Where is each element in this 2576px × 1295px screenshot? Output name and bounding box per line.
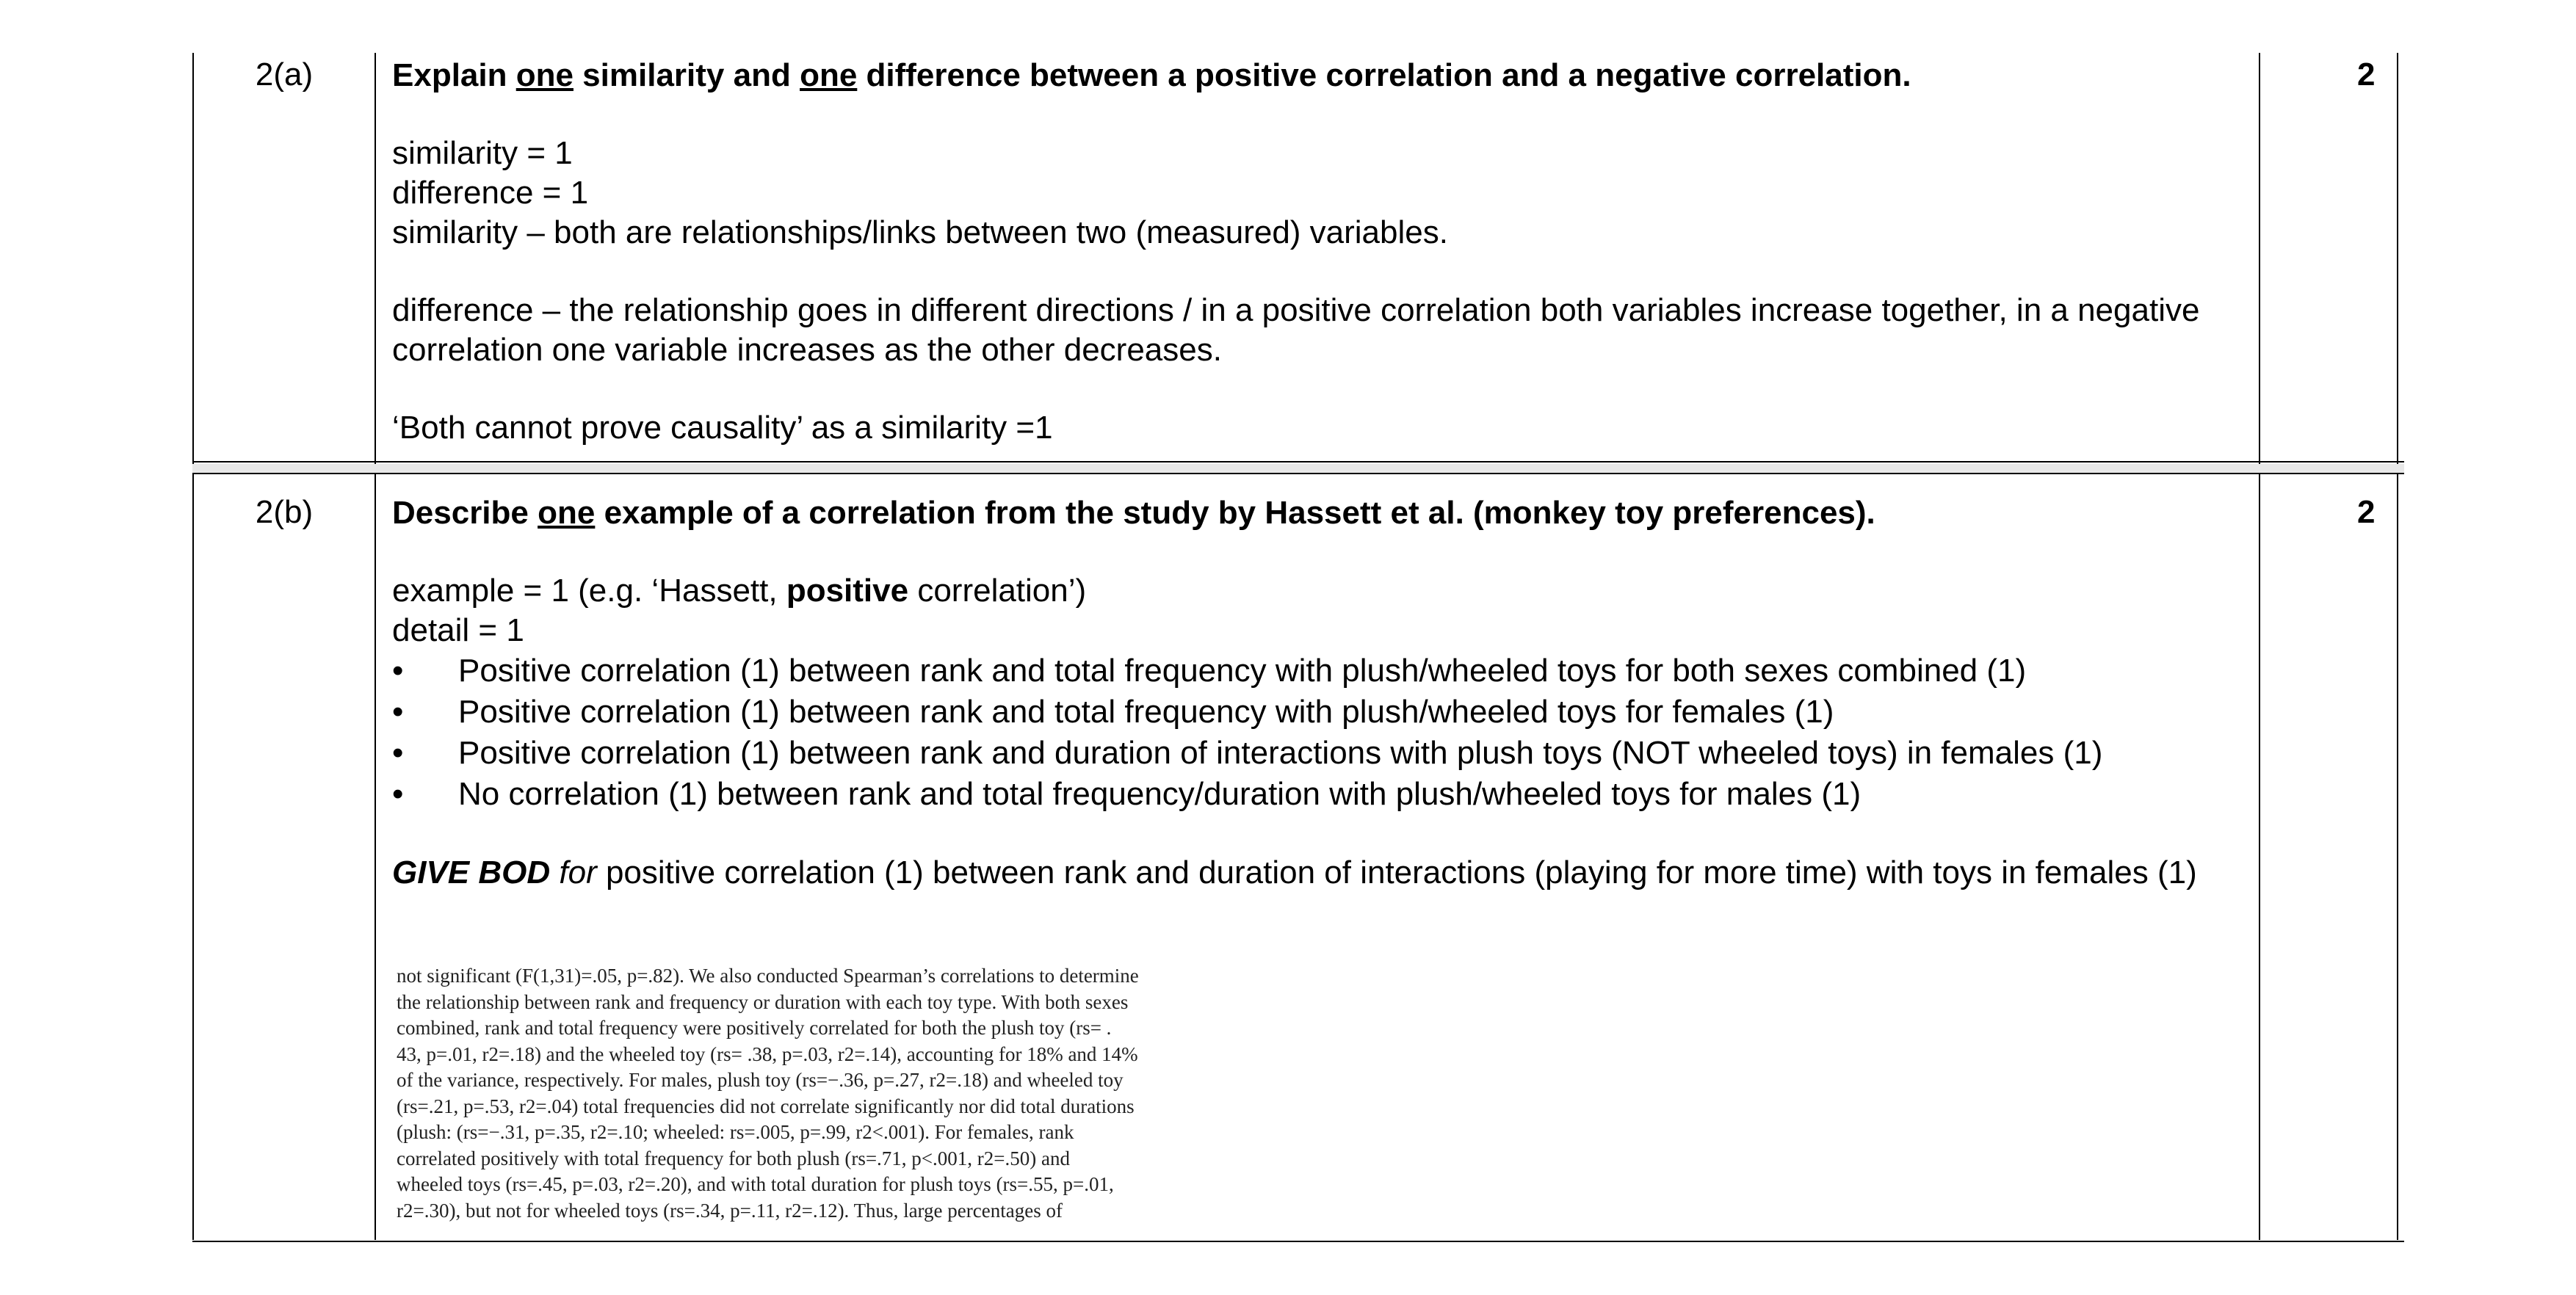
list-item bbox=[392, 650, 2250, 692]
causality-note: ‘Both cannot prove causality’ as a similarity =1 bbox=[392, 410, 1053, 446]
list-item bbox=[392, 774, 2250, 815]
example-bold-word: positive bbox=[786, 573, 909, 609]
correlation-bullet-list bbox=[392, 650, 2250, 815]
question-number-2b: 2(b) bbox=[255, 494, 314, 530]
question-text-part: similarity and bbox=[573, 57, 800, 93]
example-text: correlation’) bbox=[908, 573, 1087, 609]
bod-label: GIVE BOD bbox=[392, 855, 551, 890]
bullet-text: Positive correlation (1) between rank and total frequency with plush/wheeled toys for both sexes combined (1) bbox=[458, 653, 2027, 689]
table-border-bottom bbox=[192, 1241, 2404, 1242]
bullet-icon: • bbox=[392, 735, 404, 771]
list-item bbox=[392, 692, 2250, 733]
underlined-word: one bbox=[800, 57, 858, 93]
answer-cell-2a bbox=[392, 56, 2250, 448]
detail-line: detail = 1 bbox=[392, 612, 524, 648]
underlined-word: one bbox=[515, 57, 574, 93]
excerpt-line: 43, p=.01, r2=.18) and the wheeled toy (rs= .38, p=.03, r2=.14), accounting for 18% and 14% bbox=[397, 1042, 1138, 1065]
marking-line-difference: difference = 1 bbox=[392, 175, 589, 211]
question-text-2b bbox=[392, 493, 2250, 533]
bullet-text: Positive correlation (1) between rank and duration of interactions with plush toys (NOT wheeled toys) in females (1) bbox=[458, 735, 2103, 771]
question-text-part: Describe bbox=[392, 495, 538, 531]
study-excerpt bbox=[397, 963, 1226, 1224]
mark-scheme-page: 2(a) 2 Explain one similarity and one difference between a positive correlation and a negative correlation. similarity = 1 difference = 1 similarity – both are relationships/links between two (measured) variables. difference – the relationship goes in different directions / in a positive correlation both variables increase together, in a negative correlation one variable increases as the other decreases. ‘Both cannot prove causality’ as a similarity =1 2(b) 2 Describe one example of a correlation from the study by Hassett et al. (monkey toy preferences). example = 1 (e.g. ‘Hassett, positive correlation’) detail = 1 • Positive correlation (1) between rank and total frequency with plush/wheeled toys for both sexes combined (1) • Positive correlation (1) between rank and total frequency with plush/wheeled toys for females (1) • Positive correlation (1) between rank and duration of interactions with plush toys (NOT wheeled toys) in females (1) • No correlation (1) between rank and total frequency/duration with plush/wheeled toys for males (1) GIVE BOD for positive correlation (1) between rank and duration of interactions (playing for more time) with toys in females (1) not significant (F(1,31)=.05, p=.82). We also conducted Spearman’s correlations to determine the relationship between rank and frequency or duration with each toy type. With both sexes combined, rank and total frequency were positively correlated for both the plush toy (rs= . 43, p=.01, r2=.18) and the wheeled toy (rs= .38, p=.03, r2=.14), accounting for 18% and 14% of the variance, respectively. For males, plush toy (rs=−.36, p=.27, r2=.18) and wheeled toy (rs=.21, p=.53, r2=.04) total frequencies did not correlate significantly nor did total durations (plush: (rs=−.31, p=.35, r2=.10; wheeled: rs=.005, p=.99, r2<.001). For females, rank correlated positively with total frequency for both plush (rs=.71, p<.001, r2=.50) and wheeled toys (rs=.45, p=.03, r2=.20), and with total duration for plush toys (rs=.55, p=.01, r2=.30), but not for wheeled toys (rs=.34, p=.11, r2=.12). Thus, large percentages of bbox=[0, 0, 2576, 1295]
excerpt-line: the relationship between rank and frequency or duration with each toy type. With both sexes bbox=[397, 990, 1129, 1013]
example-text: example = 1 (e.g. ‘Hassett, bbox=[392, 573, 786, 609]
bullet-icon: • bbox=[392, 776, 404, 812]
table-border-right bbox=[2397, 53, 2398, 1240]
bod-text: positive correlation (1) between rank and duration of interactions (playing for more time) with toys in females (1) bbox=[596, 855, 2197, 890]
question-text-2a bbox=[392, 56, 2250, 95]
excerpt-line: not significant (F(1,31)=.05, p=.82). We also conducted Spearman’s correlations to determine bbox=[397, 965, 1139, 987]
answer-cell-2b bbox=[392, 493, 2250, 893]
row-separator-top bbox=[192, 461, 2404, 462]
excerpt-line: wheeled toys (rs=.45, p=.03, r2=.20), and with total duration for plush toys (rs=.55, p=.01, bbox=[397, 1173, 1114, 1195]
bullet-icon: • bbox=[392, 694, 404, 730]
excerpt-line: combined, rank and total frequency were positively correlated for both the plush toy (rs= . bbox=[397, 1017, 1112, 1039]
excerpt-line: of the variance, respectively. For males, plush toy (rs=−.36, p=.27, r2=.18) and wheeled toy bbox=[397, 1069, 1124, 1091]
excerpt-line: (plush: (rs=−.31, p=.35, r2=.10; wheeled: rs=.005, p=.99, r2<.001). For females, rank bbox=[397, 1121, 1074, 1143]
question-text-part: difference between a positive correlation and a negative correlation. bbox=[857, 57, 1911, 93]
bullet-text: No correlation (1) between rank and total frequency/duration with plush/wheeled toys for males (1) bbox=[458, 776, 1862, 812]
row-separator-bottom bbox=[192, 473, 2404, 474]
table-border-left bbox=[192, 53, 194, 1240]
bullet-text: Positive correlation (1) between rank and total frequency with plush/wheeled toys for females (1) bbox=[458, 694, 1834, 730]
question-text-part: example of a correlation from the study by Hassett et al. (monkey toy preferences). bbox=[595, 495, 1875, 531]
difference-explanation: difference – the relationship goes in different directions / in a positive correlation both variables increase together, in a negative correlation one variable increases as the other decreases. bbox=[392, 292, 2200, 368]
list-item bbox=[392, 733, 2250, 774]
bod-for: for bbox=[550, 855, 597, 890]
example-line bbox=[392, 571, 2250, 611]
question-number-2a: 2(a) bbox=[255, 57, 314, 92]
bullet-icon: • bbox=[392, 653, 404, 689]
excerpt-line: r2=.30), but not for wheeled toys (rs=.34, p=.11, r2=.12). Thus, large percentages of bbox=[397, 1199, 1063, 1222]
benefit-of-doubt-line bbox=[392, 853, 2250, 893]
question-text-part: Explain bbox=[392, 57, 516, 93]
similarity-explanation: similarity – both are relationships/links between two (measured) variables. bbox=[392, 214, 1448, 250]
underlined-word: one bbox=[538, 495, 596, 531]
excerpt-line: (rs=.21, p=.53, r2=.04) total frequencies did not correlate significantly nor did total durations bbox=[397, 1095, 1135, 1117]
column-divider-number bbox=[375, 53, 376, 1240]
excerpt-line: correlated positively with total frequency for both plush (rs=.71, p<.001, r2=.50) and bbox=[397, 1147, 1070, 1169]
column-divider-marks bbox=[2259, 53, 2260, 1240]
marking-line-similarity: similarity = 1 bbox=[392, 135, 573, 171]
